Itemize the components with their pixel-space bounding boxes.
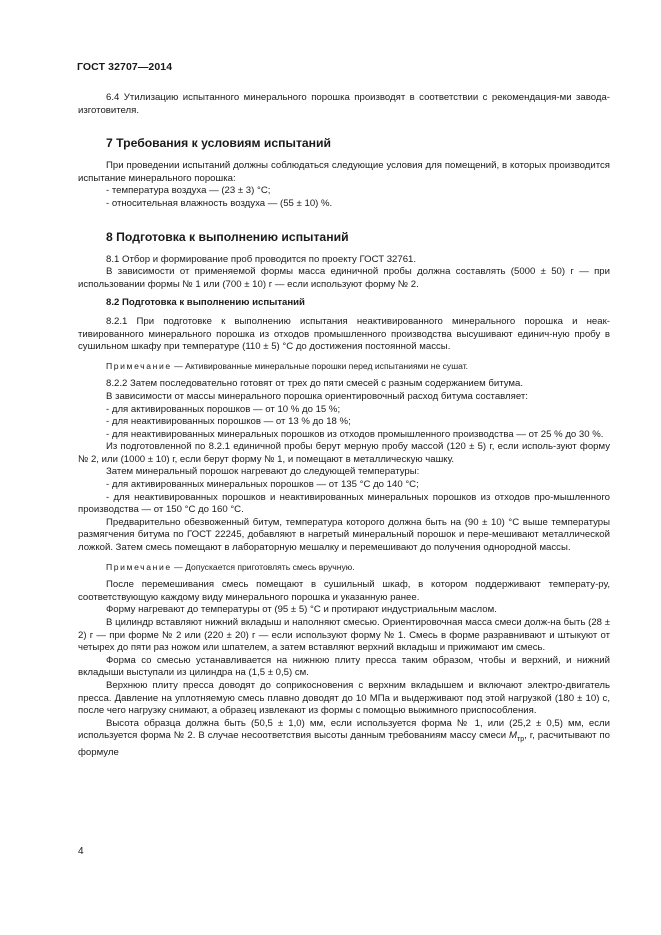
paragraph-form-heating: Форму нагревают до температуры от (95 ± 5) °C и протирают индустриальным маслом. bbox=[106, 604, 497, 616]
list-item-waste: - для неактивированных минеральных порошков из отходов промышленного производства — от 25 % до 30 %. bbox=[106, 428, 604, 440]
height-text-end: , г, расчитывают по формуле bbox=[78, 730, 610, 758]
note-2 bbox=[78, 561, 610, 574]
note-text: — Допускается приготовлять смесь вручную. bbox=[171, 561, 355, 572]
note-label: Примечание bbox=[106, 360, 172, 371]
section-7-heading: 7 Требования к условиям испытаний bbox=[106, 136, 332, 151]
paragraph-8-2-2: 8.2.2 Затем последовательно готовят от трех до пяти смесей с разным содержанием битума. bbox=[106, 378, 523, 390]
page-number: 4 bbox=[78, 846, 84, 857]
height-text: Высота образца должна быть (50,5 ± 1,0) мм, если используется форма № 1, или (25,2 ± 0,5) мм, если используется форма № 2. В случае несоответствия высоты данным требованиям массу смеси bbox=[78, 717, 610, 742]
list-item-activated: - для активированных порошков — от 10 % до 15 %; bbox=[106, 403, 341, 415]
page-body bbox=[78, 92, 610, 759]
paragraph-press-install: Форма со смесью устанавливается на нижнюю плиту пресса таким образом, чтобы и верхний, и нижний вкладыши выступали из цилиндра на (1,5 ± 0,5) см. bbox=[78, 654, 610, 679]
paragraph-drying-cabinet: После перемешивания смесь помещают в сушильный шкаф, в котором поддерживают температу-ру, соответствующую каждому виду минерального порошка и указанную ранее. bbox=[78, 579, 610, 603]
paragraph-8-2-1: 8.2.1 При подготовке к выполнению испытания неактивированного минерального порошка и неак-тивированного минерального порошка из отходов промышленного производства высушивают единич-ную пробу в сушильном шкафу при температуре (110 ± 5) °C до достижения постоянной массы. bbox=[78, 315, 610, 353]
paragraph-heating: Затем минеральный порошок нагревают до следующей температуры: bbox=[106, 466, 420, 478]
mass-subscript: тр bbox=[517, 736, 525, 744]
mass-symbol: M bbox=[509, 730, 518, 742]
note-label: Примечание bbox=[106, 561, 172, 572]
paragraph-7-intro: При проведении испытаний должны соблюдаться следующие условия для помещений, в которых производится испытание минерального порошка: bbox=[78, 160, 610, 184]
paragraph-sample: Из подготовленной по 8.2.1 единичной пробы берут мерную пробу массой (120 ± 5) г, если исполь-зуют форму № 2, или (1000 ± 10) г, если берут форму № 1, и помещают в металлическую чашку. bbox=[78, 441, 610, 465]
list-item-humidity: - относительная влажность воздуха — (55 ± 10) %. bbox=[106, 197, 333, 209]
note-text: — Активированные минеральные порошки перед испытаниями не сушат. bbox=[171, 360, 469, 371]
paragraph-bitumen-rate: В зависимости от массы минерального порошка ориентировочный расход битума составляет: bbox=[106, 390, 528, 402]
paragraph-sample-height bbox=[78, 718, 610, 760]
paragraph-bitumen: Предварительно обезвоженный битум, температура которого должна быть на (90 ± 10) °C выше температуры размягчения битума по ГОСТ 22245, добавляют в нагретый минеральный порошок и пере-мешивают металлической ложкой. Затем смесь помещают в лабораторную мешалку и перемешивают до получения однородной массы. bbox=[78, 516, 610, 554]
paragraph-6-4: 6.4 Утилизацию испытанного минерального порошка производят в соответствии с рекомендация-ми завода-изготовителя. bbox=[78, 92, 610, 116]
list-item-nonactivated: - для неактивированных порошков — от 13 % до 18 %; bbox=[106, 416, 351, 428]
paragraph-press-operation: Верхнюю плиту пресса доводят до соприкосновения с верхним вкладышем и включают электро-двигатель пресса. Давление на уплотняемую смесь плавно доводят до 10 МПа и выдерживают под этой нагрузкой (180 ± 10) с, после чего нагрузку снимают, а образец извлекают из формы с помощью выжимного приспособления. bbox=[78, 679, 610, 717]
note-1 bbox=[78, 360, 610, 373]
section-8-2-heading: 8.2 Подготовка к выполнению испытаний bbox=[106, 297, 305, 309]
list-item-heat-nonactivated: - для неактивированных порошков и неактивированных минеральных порошков из отходов про-мышленного производства — от 150 °C до 160 °C. bbox=[78, 491, 610, 516]
paragraph-8-1-mass: В зависимости от применяемой формы масса единичной пробы должна составлять (5000 ± 50) г — при использовании формы № 1 или (700 ± 10) г — если используют форму № 2. bbox=[78, 266, 610, 290]
paragraph-cylinder: В цилиндр вставляют нижний вкладыш и наполняют смесью. Ориентировочная масса смеси долж-на быть (28 ± 2) г — при форме № 2 или (220 ± 20) г — если используют форму № 1. Смесь в форме разравнивают и штыкуют от четырех до пяти раз ножом или шпателем, а затем вставляют верхний вкладыш и прижимают им смесь. bbox=[78, 617, 610, 654]
standard-header: ГОСТ 32707—2014 bbox=[77, 61, 173, 73]
list-item-temperature: - температура воздуха — (23 ± 3) °C; bbox=[106, 185, 271, 197]
paragraph-8-1: 8.1 Отбор и формирование проб проводится по проекту ГОСТ 32761. bbox=[106, 253, 417, 265]
section-8-heading: 8 Подготовка к выполнению испытаний bbox=[106, 229, 349, 244]
list-item-heat-activated: - для активированных минеральных порошков — от 135 °C до 140 °C; bbox=[106, 479, 419, 491]
